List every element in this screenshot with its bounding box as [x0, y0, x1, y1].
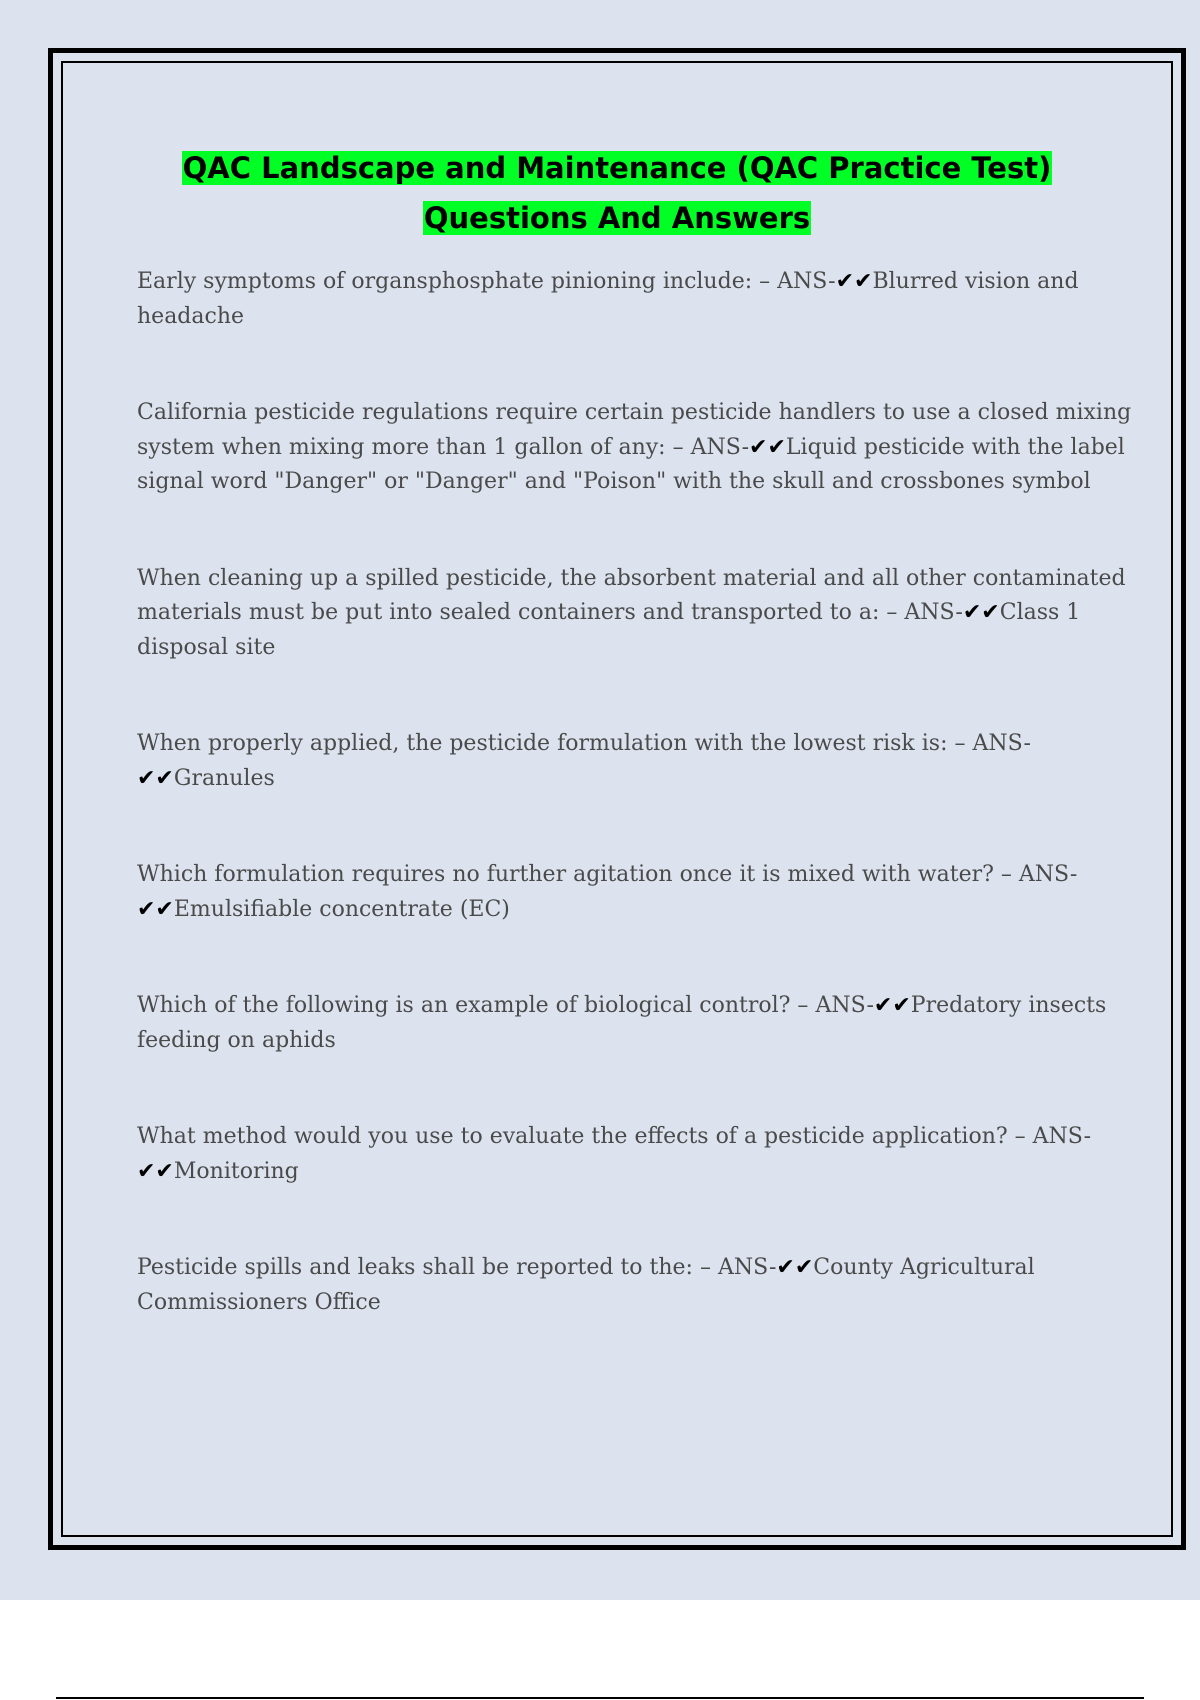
checkmark-icon: ✔✔: [873, 993, 911, 1018]
answer-prefix: ANS-: [972, 731, 1031, 756]
separator: –: [790, 993, 816, 1018]
question-text: Which of the following is an example of biological control?: [137, 993, 791, 1018]
separator: –: [947, 731, 973, 756]
checkmark-icon: ✔✔: [137, 1158, 174, 1184]
checkmark-icon: ✔✔: [137, 765, 174, 791]
answer-text: County Agricultural Commissioners Office: [137, 1255, 1035, 1315]
separator: –: [752, 269, 778, 294]
separator: –: [1007, 1124, 1033, 1149]
answer-prefix: ANS-: [815, 993, 874, 1018]
question-text: Early symptoms of organsphosphate pinioning include:: [137, 269, 753, 294]
question-text: When cleaning up a spilled pesticide, the absorbent material and all other contaminated materials must be put into sealed containers and transported to a:: [137, 565, 1126, 625]
separator: –: [665, 434, 691, 460]
answer-text: Emulsifiable concentrate (EC): [173, 896, 510, 922]
footer-divider: [56, 1697, 1144, 1699]
answer-prefix: ANS-: [690, 434, 750, 460]
answer-text: Monitoring: [173, 1158, 299, 1184]
answer-text: Granules: [173, 765, 275, 791]
qa-item: [137, 562, 1147, 666]
page-border-outer: [48, 48, 1186, 1550]
answer-text: Blurred vision and headache: [137, 269, 1079, 329]
answer-prefix: ANS-: [904, 600, 963, 625]
separator: –: [692, 1255, 718, 1280]
qa-item: [137, 858, 1147, 927]
checkmark-icon: ✔✔: [137, 896, 174, 922]
qa-item: [137, 396, 1147, 500]
answer-text: Predatory insects feeding on aphids: [137, 993, 1107, 1053]
question-text: Which formulation requires no further agitation once it is mixed with water?: [137, 862, 994, 887]
qa-item: [137, 1120, 1147, 1189]
title-line-2: Questions And Answers: [423, 201, 811, 235]
answer-prefix: ANS-: [1032, 1124, 1092, 1149]
qa-list: [137, 265, 1147, 1320]
answer-prefix: ANS-: [1018, 862, 1078, 887]
separator: –: [879, 600, 905, 625]
question-text: What method would you use to evaluate the effects of a pesticide application?: [137, 1124, 1008, 1149]
answer-prefix: ANS-: [777, 269, 836, 294]
separator: –: [993, 862, 1019, 887]
answer-text: Class 1 disposal site: [137, 600, 1081, 660]
qa-item: [137, 265, 1147, 334]
question-text: Pesticide spills and leaks shall be reported to the:: [137, 1255, 693, 1280]
question-text: When properly applied, the pesticide formulation with the lowest risk is:: [137, 731, 948, 756]
checkmark-icon: ✔✔: [776, 1255, 814, 1280]
qa-item: [137, 989, 1147, 1058]
answer-prefix: ANS-: [717, 1255, 777, 1280]
question-text: California pesticide regulations require certain pesticide handlers to use a closed mixing system when mixing more than 1 gallon of any:: [137, 400, 1132, 460]
qa-item: [137, 1251, 1147, 1320]
checkmark-icon: ✔✔: [749, 434, 786, 460]
checkmark-icon: ✔✔: [835, 269, 873, 294]
title-line-1: QAC Landscape and Maintenance (QAC Practice Test): [182, 151, 1052, 185]
qa-item: [137, 727, 1147, 796]
checkmark-icon: ✔✔: [962, 600, 1000, 625]
answer-text: Liquid pesticide with the label signal word "Danger" or "Danger" and "Poison" with the skull and crossbones symbol: [137, 434, 1125, 494]
document-title: [53, 143, 1181, 243]
